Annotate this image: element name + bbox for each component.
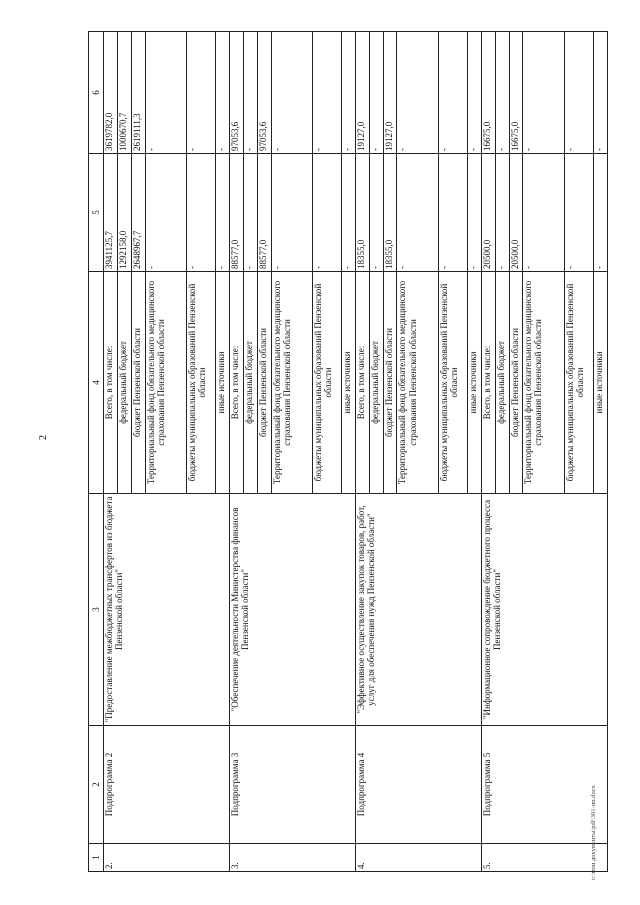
value-col5-cell: - [495,154,509,272]
value-col5-cell: - [397,154,439,272]
row-number-cell: 5. [481,844,607,872]
page-number: 2 [38,435,49,440]
value-col6-cell: - [187,32,216,154]
funding-source-cell: иные источники [467,272,481,494]
funding-source-cell: бюджеты муниципальных образований Пензенской области [187,272,216,494]
funding-source-cell: Всего, в том числе: [104,272,118,494]
value-col6-cell: - [495,32,509,154]
funding-source-cell: федеральный бюджет [117,272,131,494]
value-col5-cell: 88577,0 [257,154,271,272]
value-col6-cell: - [439,32,468,154]
value-col5-cell: - [467,154,481,272]
value-col6-cell: - [313,32,342,154]
value-col6-cell: 19127,0 [383,32,397,154]
header-cell: 6 [89,32,104,154]
value-col6-cell: 97053,6 [257,32,271,154]
program-description-cell: "Обеспечение деятельности Министерства финансов Пензенской области" [229,494,355,726]
value-col6-cell: 97053,6 [229,32,243,154]
funding-source-cell: Всего, в том числе: [229,272,243,494]
value-col5-cell: 18355,0 [355,154,369,272]
funding-source-cell: Территориальный фонд обязательного медицинского страхования Пензенской области [397,272,439,494]
funding-source-cell: Территориальный фонд обязательного медицинского страхования Пензенской области [271,272,313,494]
value-col5-cell: - [439,154,468,272]
funding-source-cell: иные источники [216,272,230,494]
value-col5-cell: 2648967,7 [131,154,145,272]
table-row [481,32,495,872]
value-col5-cell: - [243,154,257,272]
value-col6-cell: 3619782,0 [104,32,118,154]
value-col6-cell: - [216,32,230,154]
value-col5-cell: 88577,0 [229,154,243,272]
program-name-cell: Подпрограмма 2 [104,726,230,844]
value-col6-cell: - [593,32,607,154]
funding-source-cell: бюджет Пензенской области [383,272,397,494]
funding-source-cell: бюджеты муниципальных образований Пензенской области [565,272,594,494]
funding-source-cell: Всего, в том числе: [481,272,495,494]
row-number-cell: 3. [229,844,355,872]
program-description-cell: "Предоставление межбюджетных трансфертов из бюджета Пензенской области" [104,494,230,726]
value-col5-cell: - [313,154,342,272]
value-col5-cell: 20500,0 [509,154,523,272]
header-cell: 3 [89,494,104,726]
value-col6-cell: 1000670,7 [117,32,131,154]
value-col6-cell: 19127,0 [355,32,369,154]
value-col5-cell: 18355,0 [383,154,397,272]
value-col5-cell: - [187,154,216,272]
rotated-table-container [88,32,608,872]
funding-source-cell: Территориальный фонд обязательного медицинского страхования Пензенской области [523,272,565,494]
value-col5-cell: 1292158,0 [117,154,131,272]
program-name-cell: Подпрограмма 3 [229,726,355,844]
value-col6-cell: - [565,32,594,154]
value-col6-cell: - [523,32,565,154]
header-cell: 1 [89,844,104,872]
table-row [355,32,369,872]
value-col5-cell: 20500,0 [481,154,495,272]
funding-source-cell: бюджет Пензенской области [509,272,523,494]
funding-source-cell: бюджет Пензенской области [257,272,271,494]
value-col6-cell: - [243,32,257,154]
program-description-cell: "Эффективное осуществление закупок товаров, работ, услуг для обеспечения нужд Пензенской области" [355,494,481,726]
header-row [89,32,104,872]
funding-source-cell: иные источники [593,272,607,494]
value-col5-cell: - [216,154,230,272]
value-col6-cell: - [397,32,439,154]
value-col5-cell: - [523,154,565,272]
row-number-cell: 2. [104,844,230,872]
funding-source-cell: бюджеты муниципальных образований Пензенской области [439,272,468,494]
funding-source-cell: федеральный бюджет [369,272,383,494]
row-number-cell: 4. [355,844,481,872]
file-path-footer: c:\мои документы\pdf\301-пп.docx [590,785,597,880]
value-col5-cell: - [565,154,594,272]
funding-source-cell: Территориальный фонд обязательного медицинского страхования Пензенской области [145,272,187,494]
value-col6-cell: 16675,0 [509,32,523,154]
funding-source-cell: Всего, в том числе: [355,272,369,494]
funding-table-body [89,32,608,872]
funding-source-cell: иные источники [342,272,356,494]
value-col5-cell: - [369,154,383,272]
program-description-cell: "Информационное сопровождение бюджетного процесса Пензенской области" [481,494,607,726]
value-col5-cell: 3941125,7 [104,154,118,272]
table-row [229,32,243,872]
value-col5-cell: - [271,154,313,272]
value-col5-cell: - [342,154,356,272]
header-cell: 2 [89,726,104,844]
value-col6-cell: - [145,32,187,154]
header-cell: 5 [89,154,104,272]
value-col6-cell: - [342,32,356,154]
value-col6-cell: 16675,0 [481,32,495,154]
funding-source-cell: бюджеты муниципальных образований Пензенской области [313,272,342,494]
table-row [104,32,118,872]
value-col5-cell: - [145,154,187,272]
value-col5-cell: - [593,154,607,272]
program-name-cell: Подпрограмма 4 [355,726,481,844]
funding-source-cell: федеральный бюджет [495,272,509,494]
value-col6-cell: - [369,32,383,154]
funding-table [88,31,608,872]
value-col6-cell: - [467,32,481,154]
funding-source-cell: бюджет Пензенской области [131,272,145,494]
value-col6-cell: - [271,32,313,154]
value-col6-cell: 2619111,3 [131,32,145,154]
program-name-cell: Подпрограмма 5 [481,726,607,844]
header-cell: 4 [89,272,104,494]
funding-source-cell: федеральный бюджет [243,272,257,494]
